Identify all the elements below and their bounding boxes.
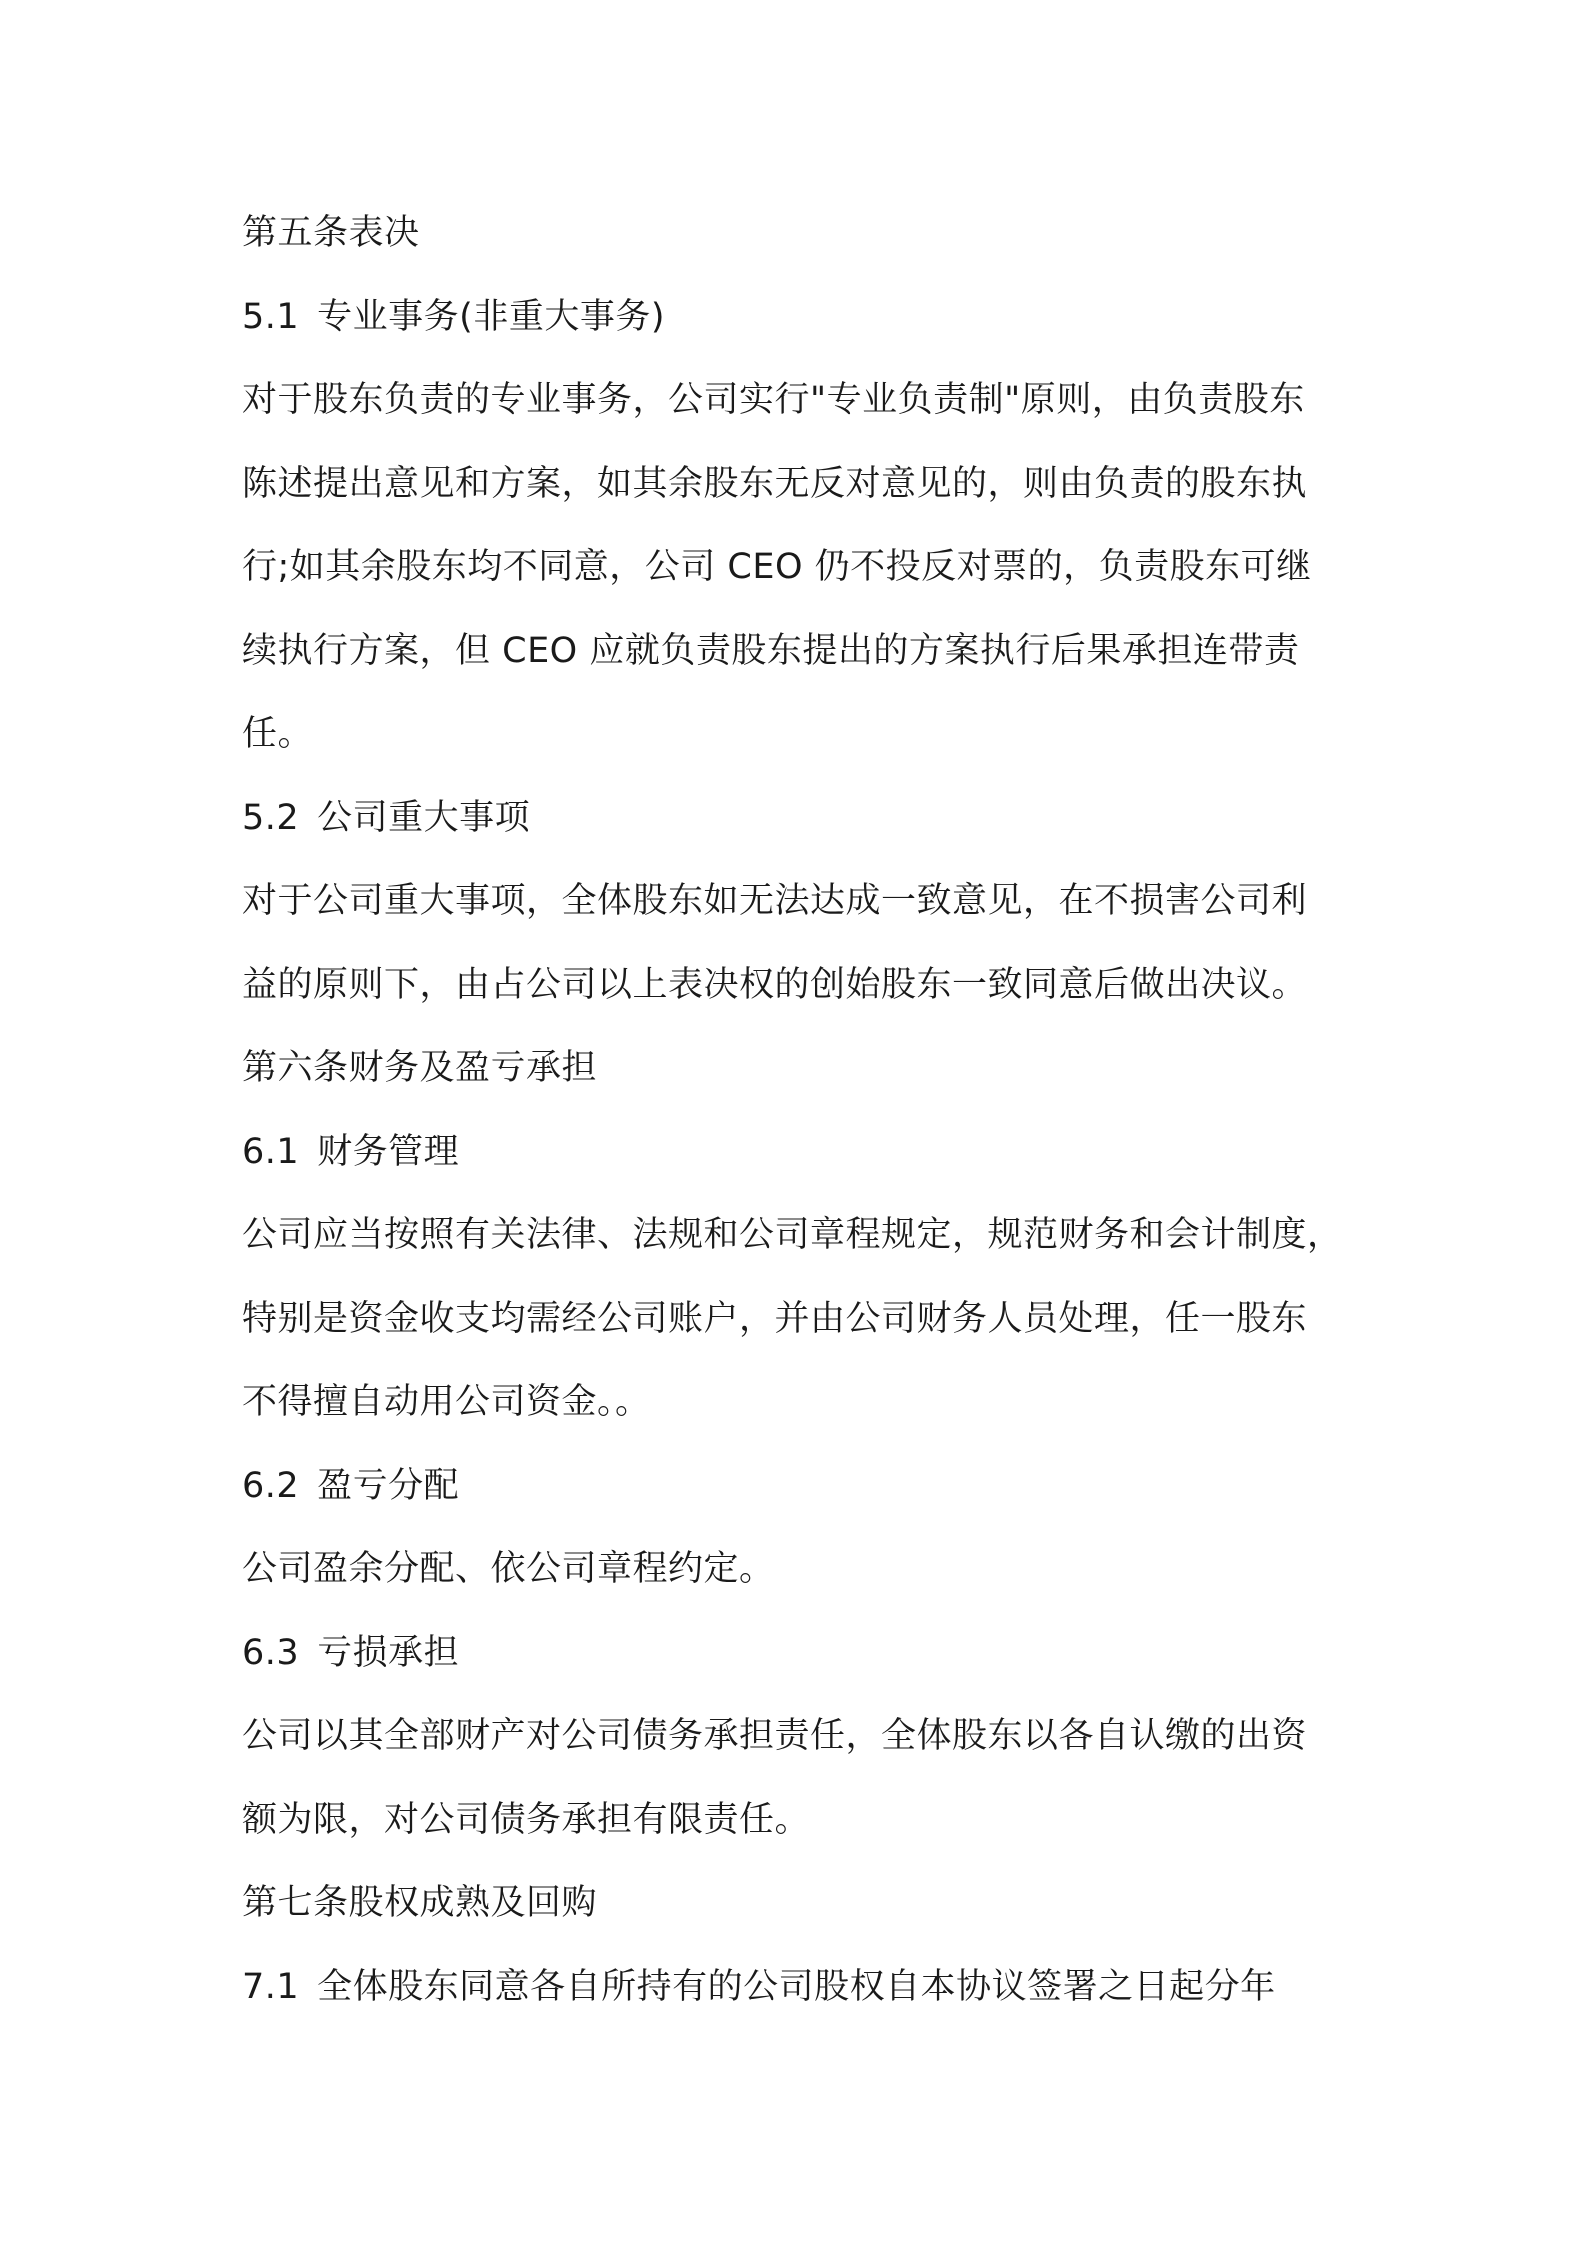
section-number: 5.1	[242, 296, 300, 337]
section-5-1-heading	[242, 276, 1362, 360]
heading-text: 第七条股权成熟及回购	[242, 1883, 598, 1923]
section-number: 6.3	[242, 1632, 300, 1673]
section-7-1-heading	[242, 1946, 1362, 2030]
paragraph-line: 续执行方案，但 CEO 应就负责股东提出的方案执行后果承担连带责	[242, 630, 1300, 671]
paragraph-line: 行;如其余股东均不同意，公司 CEO 仍不投反对票的，负责股东可继	[242, 547, 1312, 587]
section-number: 7.1	[242, 1966, 300, 2007]
paragraph-line: 对于股东负责的专业事务，公司实行"专业负责制"原则，由负责股东	[242, 380, 1305, 420]
heading-text: 第六条财务及盈亏承担	[242, 1048, 598, 1088]
section-title: 专业事务(非重大事务)	[317, 296, 665, 337]
paragraph-line: 额为限，对公司债务承担有限责任。	[242, 1799, 811, 1840]
article-7-heading	[242, 1862, 1362, 1946]
section-title: 盈亏分配	[317, 1465, 460, 1506]
section-6-1-heading	[242, 1111, 1362, 1195]
section-title: 全体股东同意各自所持有的公司股权自本协议签署之日起分年	[317, 1966, 1276, 2007]
paragraph-line: 陈述提出意见和方案，如其余股东无反对意见的，则由负责的股东执	[242, 463, 1308, 504]
section-6-2-heading	[242, 1445, 1362, 1529]
paragraph-line: 公司应当按照有关法律、法规和公司章程规定，规范财务和会计制度，	[242, 1215, 1343, 1255]
document-body	[242, 192, 1362, 2029]
heading-text: 第五条表决	[242, 213, 420, 253]
section-number: 6.1	[242, 1131, 300, 1172]
article-5-heading	[242, 192, 1362, 276]
section-number: 6.2	[242, 1465, 300, 1506]
paragraph-line: 不得擅自动用公司资金。。	[242, 1382, 651, 1422]
section-number: 5.2	[242, 797, 300, 838]
paragraph-line: 特别是资金收支均需经公司账户，并由公司财务人员处理，任一股东	[242, 1298, 1308, 1339]
paragraph-line: 益的原则下，由占公司以上表决权的创始股东一致同意后做出决议。	[242, 964, 1308, 1005]
paragraph-line: 任。	[242, 714, 314, 754]
section-title: 亏损承担	[317, 1632, 460, 1673]
paragraph-line: 公司以其全部财产对公司债务承担责任，全体股东以各自认缴的出资	[242, 1716, 1308, 1756]
section-6-3-heading	[242, 1612, 1362, 1696]
paragraph-line: 公司盈余分配、依公司章程约定。	[242, 1549, 775, 1589]
section-title: 财务管理	[317, 1131, 460, 1172]
article-6-heading	[242, 1027, 1362, 1111]
section-title: 公司重大事项	[317, 797, 531, 838]
section-5-2-heading	[242, 777, 1362, 861]
paragraph-line: 对于公司重大事项，全体股东如无法达成一致意见，在不损害公司利	[242, 881, 1308, 921]
